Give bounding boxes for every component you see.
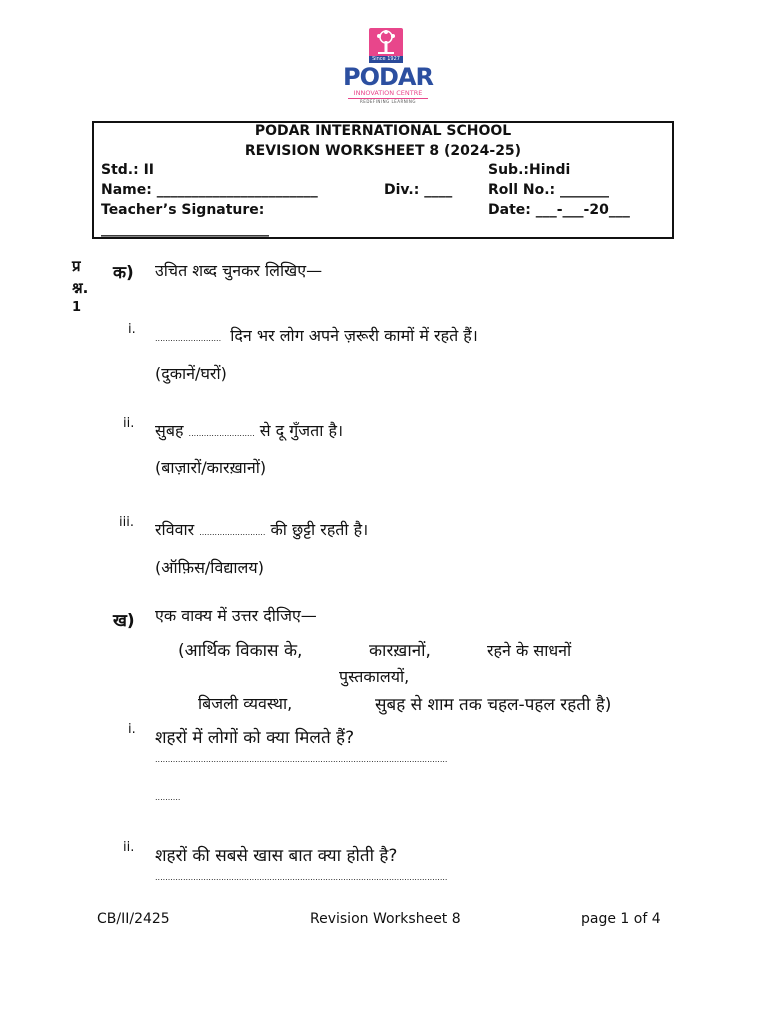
logo-subtitle: INNOVATION CENTRE [353, 89, 423, 97]
item-number: i. [128, 322, 136, 337]
logo-name: PODAR [343, 63, 433, 91]
fill-blank[interactable]: .......................... [199, 528, 266, 537]
part-a-marker: क) [113, 263, 134, 283]
answer-options: (ऑफ़िस/विद्यालय) [155, 558, 264, 577]
worksheet-title: REVISION WORKSHEET 8 (2024-25) [244, 143, 522, 159]
sentence-text: दिन भर लोग अपने ज़रूरी कामों में रहते हैं। [230, 326, 478, 345]
question-text: शहरों में लोगों को क्या मिलते हैं? [155, 728, 355, 748]
sentence-text: से दू गुँजता है। [259, 421, 344, 440]
question-label: प्र [72, 257, 81, 275]
sentence-text: रविवार [155, 520, 195, 539]
part-b-marker: ख) [113, 611, 135, 631]
item-number: ii. [123, 416, 135, 431]
word-box-item: कारख़ानों, [369, 641, 431, 661]
std-label: Std.: II [101, 162, 155, 178]
sentence-text: सुबह [155, 421, 184, 440]
teacher-signature-label: Teacher’s Signature: [101, 202, 265, 218]
answer-line[interactable]: ................................................................................................................... [155, 755, 448, 764]
footer-title: Revision Worksheet 8 [310, 911, 461, 927]
word-box-item: सुबह से शाम तक चहल-पहल रहती है) [375, 695, 612, 715]
word-box-item: (आर्थिक विकास के, [178, 641, 303, 661]
item-number: ii. [123, 840, 135, 855]
signature-line[interactable]: ________________________ [101, 221, 269, 237]
word-box-item: पुस्तकालयों, [339, 667, 410, 686]
school-name: PODAR INTERNATIONAL SCHOOL [254, 123, 512, 139]
sentence-text: की छुट्टी रहती है। [270, 520, 369, 539]
name-field[interactable]: Name: _______________________ [101, 182, 318, 198]
answer-options: (दुकानें/घरों) [155, 364, 227, 383]
question-label-cont: श्न. [72, 279, 89, 297]
worksheet-header [92, 121, 674, 239]
answer-line[interactable]: ................................................................................................................... [155, 873, 448, 882]
question-text: शहरों की सबसे खास बात क्या होती है? [155, 846, 398, 866]
logo-tagline: REDEFINING LEARNING [360, 99, 416, 104]
date-field[interactable]: Date: ___-___-20___ [488, 202, 630, 218]
item-number: i. [128, 722, 136, 737]
question-number: 1 [72, 300, 82, 315]
fill-blank[interactable]: .......................... [155, 334, 222, 343]
footer-page: page 1 of 4 [581, 911, 661, 927]
logo-since: Since 1927 [369, 56, 403, 63]
part-a-instruction: उचित शब्द चुनकर लिखिए— [155, 261, 323, 280]
word-box-item: रहने के साधनों [487, 641, 572, 660]
fill-blank[interactable]: .......................... [188, 429, 255, 438]
div-field[interactable]: Div.: ____ [384, 182, 453, 198]
item-number: iii. [119, 515, 134, 530]
footer-code: CB/II/2425 [97, 911, 170, 927]
word-box-item: बिजली व्यवस्था, [198, 694, 293, 713]
part-b-instruction: एक वाक्य में उत्तर दीजिए— [155, 606, 317, 625]
subject-label: Sub.:Hindi [488, 162, 571, 178]
answer-line-cont[interactable]: .......... [155, 793, 181, 802]
school-logo [340, 26, 436, 106]
answer-options: (बाज़ारों/कारख़ानों) [155, 458, 267, 477]
roll-field[interactable]: Roll No.: _______ [488, 182, 609, 198]
